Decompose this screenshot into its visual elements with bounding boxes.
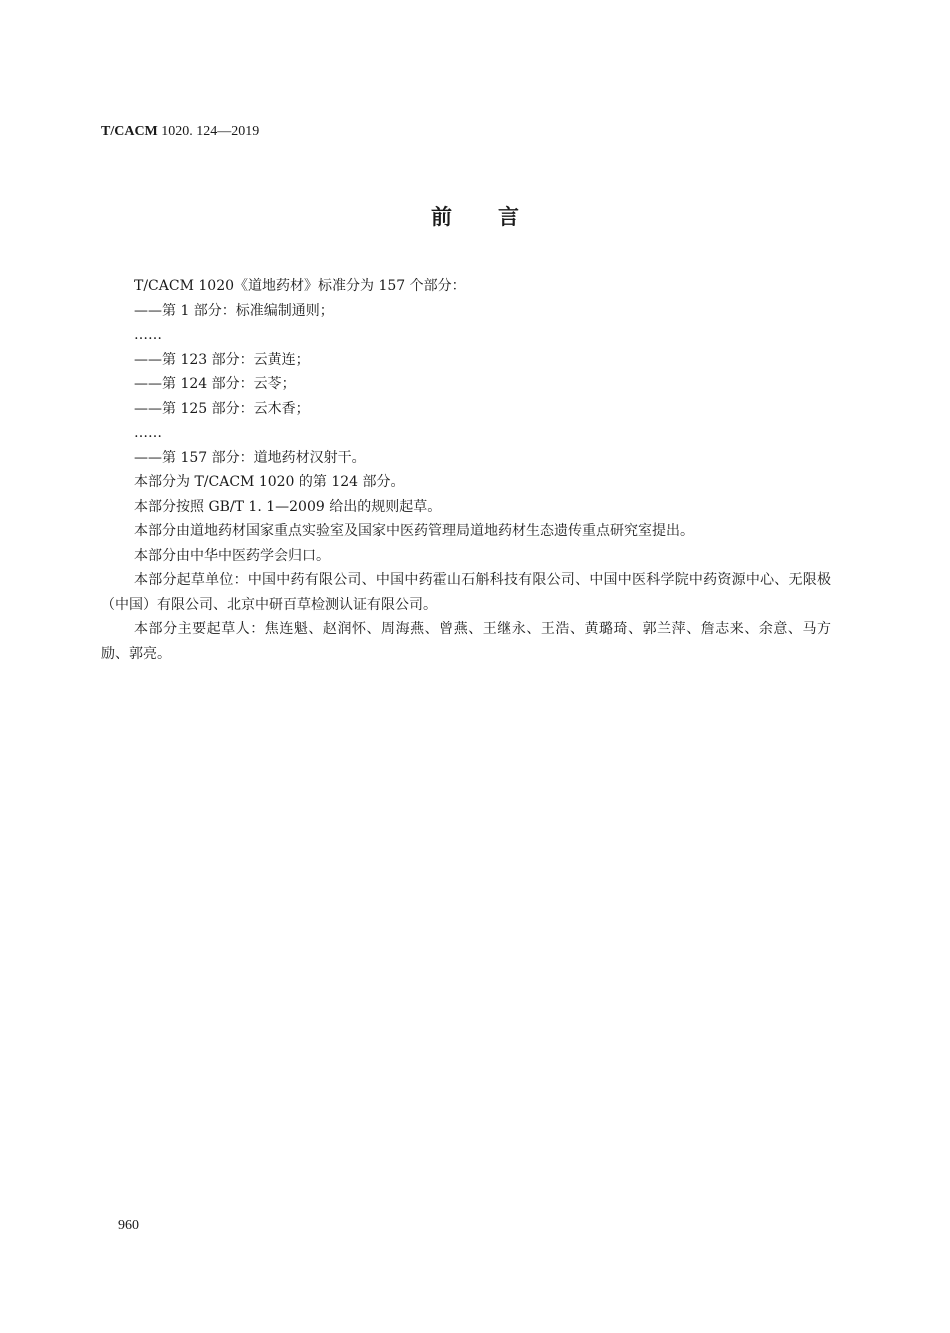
list-item: ——第 125 部分：云木香； [134,400,310,417]
foreword-body [101,274,831,666]
list-item: ——第 1 部分：标准编制通则； [134,302,334,319]
list-item: ——第 157 部分：道地药材汉射干。 [134,449,366,466]
paragraph: 本部分由中华中医药学会归口。 [134,547,330,564]
paragraph: T/CACM 1020《道地药材》标准分为 157 个部分： [134,278,466,294]
section-title: 前言 [431,204,565,229]
list-ellipsis: …… [134,425,162,441]
list-ellipsis: …… [134,327,162,343]
list-item: ——第 124 部分：云苓； [134,376,296,392]
document-code [101,122,259,141]
page-number: 960 [118,1218,139,1233]
list-item: ——第 123 部分：云黄连； [134,351,310,368]
document-code-prefix: T/CACM [101,124,158,139]
paragraph: 本部分为 T/CACM 1020 的第 124 部分。 [134,474,405,490]
paragraph: 本部分由道地药材国家重点实验室及国家中医药管理局道地药材生态遗传重点研究室提出。 [134,523,694,539]
document-code-number: 1020. 124—2019 [157,124,260,139]
paragraph: 本部分按照 GB/T 1. 1—2009 给出的规则起草。 [134,498,442,515]
paragraph-drafting-units: 本部分起草单位：中国中药有限公司、中国中药霍山石斛科技有限公司、中国中医科学院中药资源中心、无限极（中国）有限公司、北京中研百草检测认证有限公司。 [101,572,831,613]
paragraph-drafters: 本部分主要起草人：焦连魁、赵润怀、周海燕、曾燕、王继永、王浩、黄璐琦、郭兰萍、詹志来、余意、马方励、郭亮。 [101,621,831,662]
